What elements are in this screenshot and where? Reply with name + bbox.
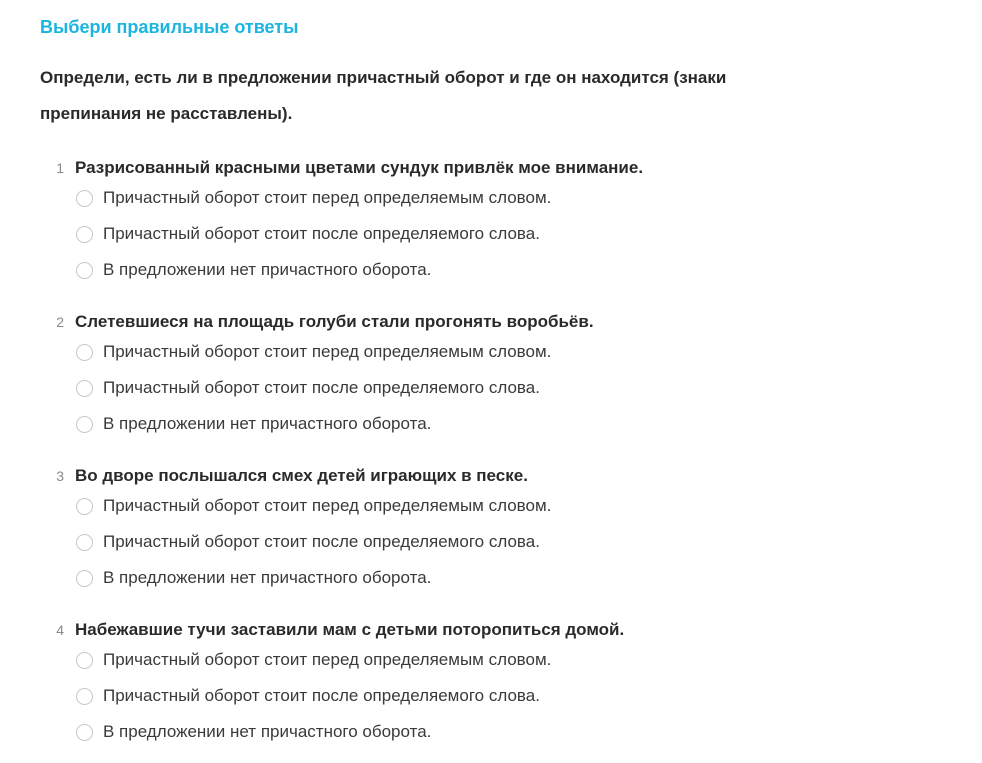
radio-button[interactable] <box>76 190 93 207</box>
option-before[interactable] <box>76 488 940 524</box>
question-number: 4 <box>56 622 64 638</box>
option-label[interactable]: Причастный оборот стоит перед определяемым словом. <box>103 496 552 515</box>
radio-button[interactable] <box>76 262 93 279</box>
question-1 <box>40 156 940 288</box>
question-text: Слетевшиеся на площадь голуби стали прогонять воробьёв. <box>75 312 594 331</box>
radio-button[interactable] <box>76 652 93 669</box>
question-number: 1 <box>56 160 64 176</box>
option-label[interactable]: Причастный оборот стоит перед определяемым словом. <box>103 650 552 669</box>
option-label[interactable]: В предложении нет причастного оборота. <box>103 414 432 433</box>
instruction-text: Определи, есть ли в предложении причастный оборот и где он находится (знаки препинания не расставлены). <box>40 68 727 123</box>
option-label[interactable]: Причастный оборот стоит после определяемого слова. <box>103 378 540 397</box>
option-label[interactable]: Причастный оборот стоит после определяемого слова. <box>103 224 540 243</box>
option-label[interactable]: Причастный оборот стоит перед определяемым словом. <box>103 188 552 207</box>
option-before[interactable] <box>76 334 940 370</box>
option-label[interactable]: Причастный оборот стоит перед определяемым словом. <box>103 342 552 361</box>
option-label[interactable]: Причастный оборот стоит после определяемого слова. <box>103 532 540 551</box>
radio-button[interactable] <box>76 226 93 243</box>
radio-button[interactable] <box>76 416 93 433</box>
option-label[interactable]: Причастный оборот стоит после определяемого слова. <box>103 686 540 705</box>
radio-button[interactable] <box>76 498 93 515</box>
option-none[interactable] <box>76 714 940 750</box>
option-none[interactable] <box>76 252 940 288</box>
radio-button[interactable] <box>76 534 93 551</box>
question-text: Набежавшие тучи заставили мам с детьми поторопиться домой. <box>75 620 625 639</box>
question-3 <box>40 464 940 596</box>
question-number: 2 <box>56 314 64 330</box>
radio-button[interactable] <box>76 688 93 705</box>
radio-button[interactable] <box>76 380 93 397</box>
option-after[interactable] <box>76 370 940 406</box>
option-label[interactable]: В предложении нет причастного оборота. <box>103 722 432 741</box>
question-header <box>40 618 940 642</box>
radio-button[interactable] <box>76 344 93 361</box>
question-4 <box>40 618 940 750</box>
question-text: Разрисованный красными цветами сундук привлёк мое внимание. <box>75 158 644 177</box>
options-list <box>40 488 940 596</box>
option-none[interactable] <box>76 406 940 442</box>
question-header <box>40 156 940 180</box>
option-label[interactable]: В предложении нет причастного оборота. <box>103 568 432 587</box>
question-number: 3 <box>56 468 64 484</box>
question-text: Во дворе послышался смех детей играющих в песке. <box>75 466 528 485</box>
radio-button[interactable] <box>76 570 93 587</box>
option-after[interactable] <box>76 216 940 252</box>
page-title: Выбери правильные ответы <box>40 17 299 37</box>
question-2 <box>40 310 940 442</box>
radio-button[interactable] <box>76 724 93 741</box>
options-list <box>40 180 940 288</box>
question-header <box>40 310 940 334</box>
option-label[interactable]: В предложении нет причастного оборота. <box>103 260 432 279</box>
option-after[interactable] <box>76 678 940 714</box>
option-before[interactable] <box>76 180 940 216</box>
option-after[interactable] <box>76 524 940 560</box>
options-list <box>40 334 940 442</box>
option-before[interactable] <box>76 642 940 678</box>
options-list <box>40 642 940 750</box>
question-header <box>40 464 940 488</box>
option-none[interactable] <box>76 560 940 596</box>
